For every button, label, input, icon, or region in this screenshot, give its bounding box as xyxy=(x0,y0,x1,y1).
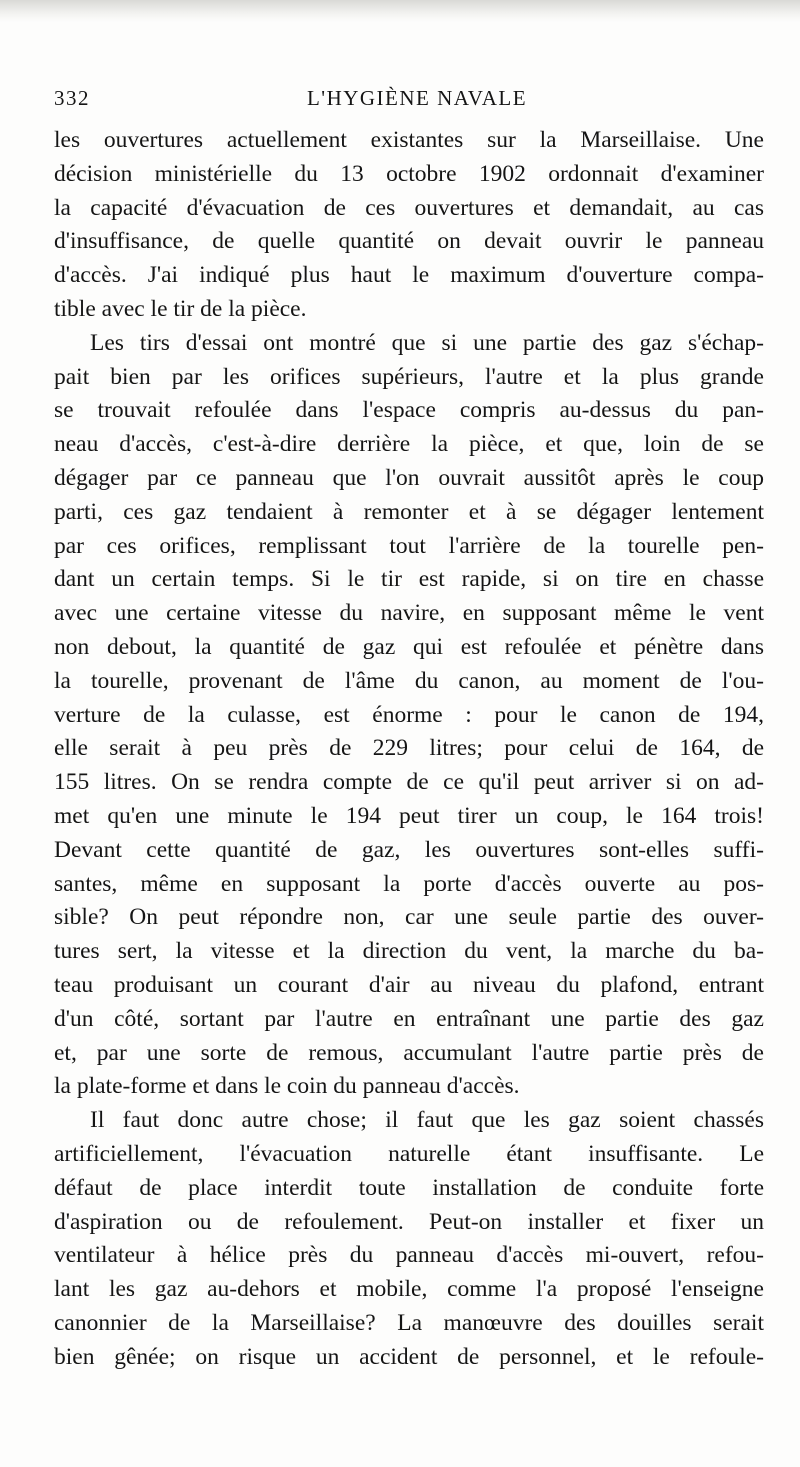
text-line: verture de la culasse, est énorme : pour le canon de 194, xyxy=(54,701,764,728)
body-text xyxy=(54,124,764,1374)
text-line: met qu'en une minute le 194 peut tirer un coup, le 164 trois! xyxy=(54,802,764,829)
text-line: teau produisant un courant d'air au niveau du plafond, entrant xyxy=(54,971,764,998)
text-line: d'un côté, sortant par l'autre en entraînant une partie des gaz xyxy=(54,1005,764,1032)
text-line: dant un certain temps. Si le tir est rapide, si on tire en chasse xyxy=(54,566,764,593)
text-line: parti, ces gaz tendaient à remonter et à se dégager lentement xyxy=(54,498,764,525)
text-line: et, par une sorte de remous, accumulant l'autre partie près de xyxy=(54,1039,764,1066)
text-line: défaut de place interdit toute installation de conduite forte xyxy=(54,1174,764,1201)
running-title: L'HYGIÈNE NAVALE xyxy=(306,86,528,110)
text-line: ventilateur à hélice près du panneau d'accès mi-ouvert, refou- xyxy=(54,1242,764,1269)
text-line: d'accès. J'ai indiqué plus haut le maximum d'ouverture compa- xyxy=(54,262,764,289)
text-line: neau d'accès, c'est-à-dire derrière la pièce, et que, loin de se xyxy=(54,431,764,458)
text-line: la capacité d'évacuation de ces ouvertures et demandait, au cas xyxy=(54,194,764,221)
text-line: se trouvait refoulée dans l'espace compris au-dessus du pan- xyxy=(54,397,764,424)
text-line: avec une certaine vitesse du navire, en supposant même le vent xyxy=(54,600,764,627)
running-head xyxy=(54,86,760,116)
text-line: pait bien par les orifices supérieurs, l'autre et la plus grande xyxy=(54,363,764,390)
text-line: santes, même en supposant la porte d'accès ouverte au pos- xyxy=(54,870,764,897)
page-number: 332 xyxy=(54,86,90,110)
text-line: d'insuffisance, de quelle quantité on devait ouvrir le panneau xyxy=(54,228,764,255)
text-line: 155 litres. On se rendra compte de ce qu'il peut arriver si on ad- xyxy=(54,769,764,796)
scan-edge-shadow xyxy=(0,0,800,22)
text-line: non debout, la quantité de gaz qui est refoulée et pénètre dans xyxy=(54,633,764,660)
text-line: la plate-forme et dans le coin du panneau d'accès. xyxy=(54,1073,520,1100)
paragraph-first-line: Il faut donc autre chose; il faut que les gaz soient chassés xyxy=(90,1107,764,1134)
text-line: sible? On peut répondre non, car une seule partie des ouver- xyxy=(54,904,764,931)
text-line: par ces orifices, remplissant tout l'arrière de la tourelle pen- xyxy=(54,532,764,559)
text-line: bien gênée; on risque un accident de personnel, et le refoule- xyxy=(54,1343,764,1370)
text-line: Devant cette quantité de gaz, les ouvertures sont-elles suffi- xyxy=(54,836,764,863)
text-line: tures sert, la vitesse et la direction du vent, la marche du ba- xyxy=(54,938,764,965)
text-line: canonnier de la Marseillaise? La manœuvre des douilles serait xyxy=(54,1309,764,1336)
text-line: décision ministérielle du 13 octobre 1902 ordonnait d'examiner xyxy=(54,160,764,187)
paragraph-first-line: Les tirs d'essai ont montré que si une partie des gaz s'échap- xyxy=(90,329,764,356)
text-line: dégager par ce panneau que l'on ouvrait aussitôt après le coup xyxy=(54,464,764,491)
text-line: tible avec le tir de la pièce. xyxy=(54,295,307,322)
text-line: d'aspiration ou de refoulement. Peut-on installer et fixer un xyxy=(54,1208,764,1235)
text-line: artificiellement, l'évacuation naturelle étant insuffisante. Le xyxy=(54,1140,764,1167)
text-line: la tourelle, provenant de l'âme du canon, au moment de l'ou- xyxy=(54,667,764,694)
text-line: lant les gaz au-dehors et mobile, comme l'a proposé l'enseigne xyxy=(54,1276,764,1303)
text-line: elle serait à peu près de 229 litres; pour celui de 164, de xyxy=(54,735,764,762)
text-line: les ouvertures actuellement existantes sur la Marseillaise. Une xyxy=(54,127,764,153)
